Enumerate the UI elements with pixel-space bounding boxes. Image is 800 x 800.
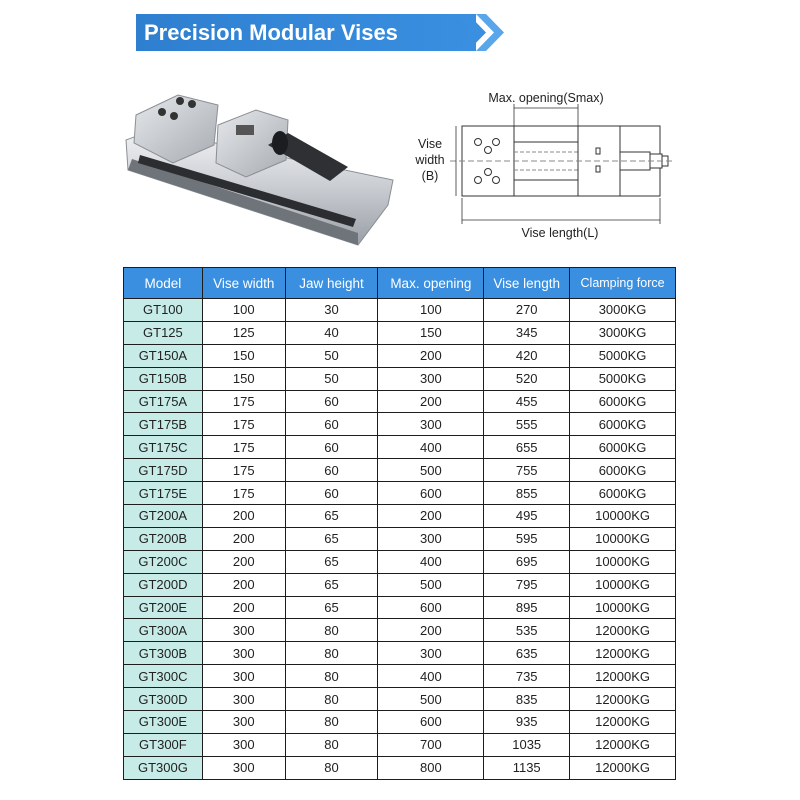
cell-model: GT125 bbox=[124, 321, 203, 344]
header-jaw-height: Jaw height bbox=[285, 268, 378, 299]
cell-vise-length: 420 bbox=[484, 344, 570, 367]
cell-clamping-force: 10000KG bbox=[570, 505, 676, 528]
cell-vise-width: 175 bbox=[202, 482, 285, 505]
cell-jaw-height: 80 bbox=[285, 642, 378, 665]
spec-table bbox=[123, 267, 676, 780]
cell-vise-width: 300 bbox=[202, 711, 285, 734]
cell-vise-width: 200 bbox=[202, 527, 285, 550]
cell-vise-length: 655 bbox=[484, 436, 570, 459]
cell-clamping-force: 12000KG bbox=[570, 688, 676, 711]
table-row bbox=[124, 367, 676, 390]
table-row bbox=[124, 619, 676, 642]
cell-jaw-height: 60 bbox=[285, 390, 378, 413]
cell-model: GT175A bbox=[124, 390, 203, 413]
cell-max-opening: 400 bbox=[378, 436, 484, 459]
cell-jaw-height: 50 bbox=[285, 367, 378, 390]
cell-vise-length: 795 bbox=[484, 573, 570, 596]
header-vise-width: Vise width bbox=[202, 268, 285, 299]
table-row bbox=[124, 596, 676, 619]
cell-vise-width: 175 bbox=[202, 413, 285, 436]
cell-jaw-height: 80 bbox=[285, 733, 378, 756]
cell-max-opening: 600 bbox=[378, 711, 484, 734]
cell-clamping-force: 12000KG bbox=[570, 619, 676, 642]
dimension-diagram bbox=[400, 86, 700, 246]
cell-vise-width: 200 bbox=[202, 505, 285, 528]
cell-clamping-force: 12000KG bbox=[570, 711, 676, 734]
cell-clamping-force: 6000KG bbox=[570, 413, 676, 436]
cell-model: GT175E bbox=[124, 482, 203, 505]
table-row bbox=[124, 390, 676, 413]
cell-jaw-height: 80 bbox=[285, 688, 378, 711]
cell-jaw-height: 60 bbox=[285, 436, 378, 459]
cell-vise-width: 300 bbox=[202, 688, 285, 711]
cell-jaw-height: 80 bbox=[285, 665, 378, 688]
table-row bbox=[124, 688, 676, 711]
chevron-right-icon bbox=[456, 14, 506, 51]
table-row bbox=[124, 413, 676, 436]
cell-max-opening: 200 bbox=[378, 390, 484, 413]
cell-model: GT150A bbox=[124, 344, 203, 367]
cell-model: GT175D bbox=[124, 459, 203, 482]
cell-max-opening: 100 bbox=[378, 299, 484, 322]
cell-model: GT200D bbox=[124, 573, 203, 596]
cell-model: GT300E bbox=[124, 711, 203, 734]
cell-jaw-height: 50 bbox=[285, 344, 378, 367]
cell-clamping-force: 3000KG bbox=[570, 299, 676, 322]
cell-max-opening: 300 bbox=[378, 367, 484, 390]
cell-vise-length: 345 bbox=[484, 321, 570, 344]
table-row bbox=[124, 505, 676, 528]
cell-max-opening: 300 bbox=[378, 413, 484, 436]
cell-vise-width: 100 bbox=[202, 299, 285, 322]
cell-clamping-force: 10000KG bbox=[570, 527, 676, 550]
table-row bbox=[124, 527, 676, 550]
cell-clamping-force: 10000KG bbox=[570, 596, 676, 619]
table-header-row bbox=[124, 268, 676, 299]
cell-jaw-height: 65 bbox=[285, 550, 378, 573]
table-row bbox=[124, 459, 676, 482]
cell-model: GT300G bbox=[124, 756, 203, 779]
cell-max-opening: 300 bbox=[378, 527, 484, 550]
cell-model: GT200A bbox=[124, 505, 203, 528]
cell-jaw-height: 40 bbox=[285, 321, 378, 344]
cell-model: GT150B bbox=[124, 367, 203, 390]
cell-clamping-force: 5000KG bbox=[570, 344, 676, 367]
cell-vise-length: 695 bbox=[484, 550, 570, 573]
cell-vise-length: 935 bbox=[484, 711, 570, 734]
cell-vise-width: 200 bbox=[202, 596, 285, 619]
cell-model: GT175C bbox=[124, 436, 203, 459]
cell-vise-width: 300 bbox=[202, 642, 285, 665]
cell-max-opening: 400 bbox=[378, 550, 484, 573]
cell-vise-length: 835 bbox=[484, 688, 570, 711]
cell-clamping-force: 6000KG bbox=[570, 482, 676, 505]
cell-max-opening: 200 bbox=[378, 344, 484, 367]
cell-model: GT300A bbox=[124, 619, 203, 642]
cell-max-opening: 150 bbox=[378, 321, 484, 344]
cell-clamping-force: 10000KG bbox=[570, 573, 676, 596]
cell-model: GT100 bbox=[124, 299, 203, 322]
cell-clamping-force: 12000KG bbox=[570, 756, 676, 779]
cell-vise-width: 150 bbox=[202, 344, 285, 367]
cell-clamping-force: 10000KG bbox=[570, 550, 676, 573]
cell-max-opening: 500 bbox=[378, 459, 484, 482]
table-row bbox=[124, 299, 676, 322]
cell-vise-width: 300 bbox=[202, 619, 285, 642]
cell-jaw-height: 65 bbox=[285, 527, 378, 550]
vise-width-label-2: width bbox=[415, 153, 445, 167]
cell-clamping-force: 6000KG bbox=[570, 459, 676, 482]
vise-length-label: Vise length(L) bbox=[521, 226, 599, 240]
cell-clamping-force: 5000KG bbox=[570, 367, 676, 390]
header-clamping-force: Clamping force bbox=[570, 268, 676, 299]
cell-max-opening: 600 bbox=[378, 596, 484, 619]
cell-max-opening: 800 bbox=[378, 756, 484, 779]
cell-vise-length: 520 bbox=[484, 367, 570, 390]
cell-model: GT300F bbox=[124, 733, 203, 756]
cell-max-opening: 700 bbox=[378, 733, 484, 756]
table-row bbox=[124, 344, 676, 367]
cell-vise-width: 300 bbox=[202, 665, 285, 688]
cell-vise-length: 455 bbox=[484, 390, 570, 413]
cell-vise-length: 855 bbox=[484, 482, 570, 505]
cell-model: GT200E bbox=[124, 596, 203, 619]
cell-jaw-height: 30 bbox=[285, 299, 378, 322]
cell-vise-width: 150 bbox=[202, 367, 285, 390]
table-row bbox=[124, 321, 676, 344]
cell-model: GT200B bbox=[124, 527, 203, 550]
cell-vise-length: 1135 bbox=[484, 756, 570, 779]
cell-max-opening: 500 bbox=[378, 573, 484, 596]
cell-clamping-force: 12000KG bbox=[570, 733, 676, 756]
cell-jaw-height: 65 bbox=[285, 573, 378, 596]
cell-vise-width: 175 bbox=[202, 436, 285, 459]
cell-jaw-height: 65 bbox=[285, 596, 378, 619]
cell-jaw-height: 60 bbox=[285, 459, 378, 482]
table-row bbox=[124, 711, 676, 734]
cell-vise-length: 595 bbox=[484, 527, 570, 550]
table-row bbox=[124, 573, 676, 596]
cell-jaw-height: 65 bbox=[285, 505, 378, 528]
cell-max-opening: 500 bbox=[378, 688, 484, 711]
cell-vise-length: 1035 bbox=[484, 733, 570, 756]
cell-model: GT200C bbox=[124, 550, 203, 573]
cell-model: GT300C bbox=[124, 665, 203, 688]
vise-product-image bbox=[118, 85, 398, 250]
table-row bbox=[124, 550, 676, 573]
table-row bbox=[124, 482, 676, 505]
cell-vise-length: 735 bbox=[484, 665, 570, 688]
cell-vise-width: 175 bbox=[202, 390, 285, 413]
table-row bbox=[124, 733, 676, 756]
vise-width-label-3: (B) bbox=[421, 169, 439, 183]
cell-vise-width: 125 bbox=[202, 321, 285, 344]
cell-jaw-height: 80 bbox=[285, 619, 378, 642]
cell-model: GT175B bbox=[124, 413, 203, 436]
cell-clamping-force: 6000KG bbox=[570, 436, 676, 459]
cell-vise-width: 300 bbox=[202, 756, 285, 779]
table-row bbox=[124, 436, 676, 459]
cell-model: GT300B bbox=[124, 642, 203, 665]
cell-model: GT300D bbox=[124, 688, 203, 711]
cell-clamping-force: 12000KG bbox=[570, 665, 676, 688]
header-vise-length: Vise length bbox=[484, 268, 570, 299]
cell-max-opening: 400 bbox=[378, 665, 484, 688]
cell-vise-length: 555 bbox=[484, 413, 570, 436]
cell-jaw-height: 80 bbox=[285, 711, 378, 734]
vise-width-label-1: Vise bbox=[417, 137, 443, 151]
table-row bbox=[124, 642, 676, 665]
page-title: Precision Modular Vises bbox=[136, 14, 476, 51]
cell-vise-length: 895 bbox=[484, 596, 570, 619]
max-opening-label: Max. opening(Smax) bbox=[488, 91, 604, 105]
cell-jaw-height: 80 bbox=[285, 756, 378, 779]
cell-max-opening: 600 bbox=[378, 482, 484, 505]
cell-max-opening: 200 bbox=[378, 619, 484, 642]
cell-vise-width: 200 bbox=[202, 550, 285, 573]
cell-vise-width: 175 bbox=[202, 459, 285, 482]
cell-vise-length: 495 bbox=[484, 505, 570, 528]
cell-clamping-force: 3000KG bbox=[570, 321, 676, 344]
cell-max-opening: 200 bbox=[378, 505, 484, 528]
header-model: Model bbox=[124, 268, 203, 299]
cell-vise-width: 300 bbox=[202, 733, 285, 756]
table-row bbox=[124, 665, 676, 688]
cell-vise-length: 635 bbox=[484, 642, 570, 665]
table-row bbox=[124, 756, 676, 779]
cell-vise-length: 535 bbox=[484, 619, 570, 642]
cell-vise-width: 200 bbox=[202, 573, 285, 596]
cell-clamping-force: 12000KG bbox=[570, 642, 676, 665]
cell-vise-length: 755 bbox=[484, 459, 570, 482]
cell-vise-length: 270 bbox=[484, 299, 570, 322]
cell-clamping-force: 6000KG bbox=[570, 390, 676, 413]
cell-jaw-height: 60 bbox=[285, 413, 378, 436]
header-max-opening: Max. opening bbox=[378, 268, 484, 299]
cell-jaw-height: 60 bbox=[285, 482, 378, 505]
cell-max-opening: 300 bbox=[378, 642, 484, 665]
